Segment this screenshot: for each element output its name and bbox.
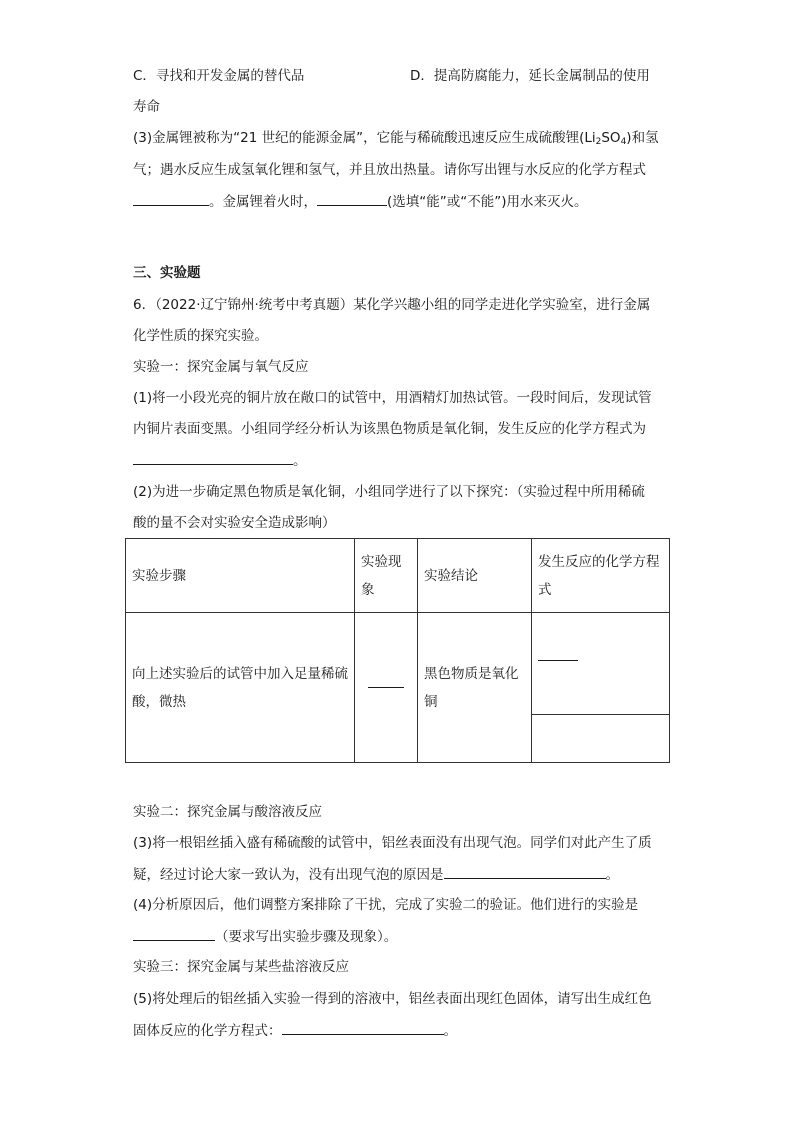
q6-sub5-line2: 固体反应的化学方程式： 。 <box>133 1020 457 1041</box>
q5-sub3-line2: 气；遇水反应生成氢氧化锂和氢气，并且放出热量。请你写出锂与水反应的化学方程式 <box>133 162 646 178</box>
table-header-row <box>126 539 670 613</box>
q6-sub2-line2: 酸的量不会对实验安全造成影响） <box>133 515 336 531</box>
experiment-2-title: 实验二：探究金属与酸溶液反应 <box>133 804 322 820</box>
answer-blank[interactable] <box>133 926 215 941</box>
table-cell-step: 向上述实验后的试管中加入足量稀硫酸，微热 <box>126 613 355 763</box>
table-header: 实验结论 <box>418 539 532 613</box>
table-header: 发生反应的化学方程式 <box>532 539 670 613</box>
experiment-1-title: 实验一：探究金属与氧气反应 <box>133 359 309 375</box>
q6-sub5-line1: (5)将处理后的铝丝插入实验一得到的溶液中，铝丝表面出现红色固体，请写出生成红色 <box>133 991 652 1007</box>
q6-sub1-line2: 内铜片表面变黑。小组同学经分析认为该黑色物质是氧化铜，发生反应的化学方程式为 <box>133 421 646 437</box>
table-cell-equation-extra <box>532 715 670 763</box>
table-header: 实验步骤 <box>126 539 355 613</box>
experiment-3-title: 实验三：探究金属与某些盐溶液反应 <box>133 959 349 975</box>
answer-blank[interactable] <box>133 191 209 206</box>
table-row <box>126 613 670 715</box>
q6-sub4-line1: (4)分析原因后，他们调整方案排除了干扰，完成了实验二的验证。他们进行的实验是 <box>133 897 639 913</box>
q6-sub3-line2: 疑，经过讨论大家一致认为，没有出现气泡的原因是 。 <box>133 864 619 885</box>
q6-sub4-line2: （要求写出实验步骤及现象）。 <box>133 926 397 947</box>
section-title: 三、实验题 <box>133 265 201 281</box>
table-cell-equation <box>532 613 670 715</box>
answer-blank[interactable] <box>368 687 404 688</box>
answer-blank[interactable] <box>444 864 606 879</box>
table-cell-phenomenon <box>355 613 418 763</box>
option-d-continuation: 寿命 <box>133 99 160 115</box>
q6-sub1-line3: 。 <box>133 450 307 471</box>
option-d: D．提高防腐能力，延长金属制品的使用 <box>410 68 650 84</box>
table-header: 实验现象 <box>355 539 418 613</box>
answer-blank[interactable] <box>282 1020 444 1035</box>
q6-stem-line1: 6．（2022·辽宁锦州·统考中考真题）某化学兴趣小组的同学走进化学实验室，进行金属 <box>133 297 651 313</box>
table-cell-conclusion: 黑色物质是氧化铜 <box>418 613 532 763</box>
q6-stem-line2: 化学性质的探究实验。 <box>133 328 268 344</box>
option-c: C．寻找和开发金属的替代品 <box>133 68 305 84</box>
q5-sub3-line1: (3)金属锂被称为“21 世纪的能源金属”，它能与稀硫酸迅速反应生成硫酸锂$(Li_2SO_4)$和氢 <box>133 130 659 147</box>
answer-blank[interactable] <box>317 191 387 206</box>
q6-sub1-line1: (1)将一小段光亮的铜片放在敞口的试管中，用酒精灯加热试管。一段时间后，发现试管 <box>133 390 652 406</box>
q5-sub3-line3: 。金属锂着火时， (选填“能”或“不能”)用水来灭火。 <box>133 191 588 212</box>
experiment-table <box>125 538 670 763</box>
q6-sub3-line1: (3)将一根铝丝插入盛有稀硫酸的试管中，铝丝表面没有出现气泡。同学们对此产生了质 <box>133 835 652 851</box>
answer-blank[interactable] <box>538 660 578 661</box>
answer-blank[interactable] <box>133 450 293 465</box>
q6-sub2-line1: (2)为进一步确定黑色物质是氧化铜，小组同学进行了以下探究：（实验过程中所用稀硫 <box>133 484 645 500</box>
